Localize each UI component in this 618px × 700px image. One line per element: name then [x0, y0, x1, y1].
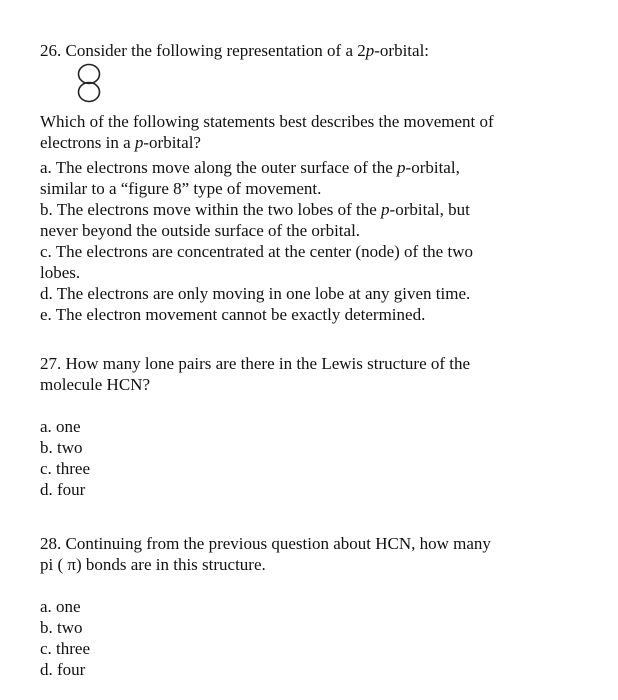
- question-28: [40, 533, 600, 680]
- question-26-title-suffix: -orbital:: [374, 41, 430, 60]
- choice-26-a: [40, 157, 600, 178]
- choice-28-a: a. one: [40, 597, 81, 616]
- question-26: [40, 40, 600, 325]
- choice-26-b-line-2: never beyond the outside surface of the orbital.: [40, 221, 361, 240]
- question-28-stem-line-1: 28. Continuing from the previous question about HCN, how many: [40, 534, 491, 553]
- choice-26-b-suffix: -orbital, but: [389, 200, 470, 219]
- choice-28-d: d. four: [40, 660, 86, 679]
- question-26-choices: [40, 157, 600, 325]
- question-26-number: 26.: [40, 41, 62, 60]
- question-27-stem-line-2: molecule HCN?: [40, 375, 150, 394]
- question-26-stem-line-2-suffix: -orbital?: [143, 133, 201, 152]
- p-orbital-figure-8-icon: [74, 63, 104, 103]
- question-26-stem-line-1: Which of the following statements best describes the movement of: [40, 112, 494, 131]
- choice-28-c: c. three: [40, 639, 91, 658]
- choice-26-a-italic: p: [397, 158, 406, 177]
- choice-26-a-line-2: similar to a “figure 8” type of movement.: [40, 179, 322, 198]
- choice-26-d: d. The electrons are only moving in one lobe at any given time.: [40, 284, 471, 303]
- question-27: [40, 353, 600, 500]
- question-27-stem-line-1: 27. How many lone pairs are there in the Lewis structure of the: [40, 354, 471, 373]
- question-26-title: [40, 40, 600, 61]
- choice-26-c: c. The electrons are concentrated at the center (node) of the two: [40, 242, 473, 261]
- question-26-stem-line-2-italic: p: [134, 133, 144, 152]
- question-28-choices: [40, 596, 600, 680]
- choice-26-c-line-2: lobes.: [40, 263, 81, 282]
- question-26-title-text: Consider the following representation of a 2: [65, 41, 366, 60]
- choice-27-a: a. one: [40, 417, 81, 436]
- choice-26-b-italic: p: [381, 200, 390, 219]
- choice-27-c: c. three: [40, 459, 91, 478]
- choice-26-a-suffix: -orbital,: [405, 158, 460, 177]
- question-26-title-italic: p: [365, 41, 375, 60]
- question-26-stem-line-2: [40, 132, 600, 153]
- choice-26-b: [40, 199, 600, 220]
- question-26-stem-line-2-text: electrons in a: [40, 133, 135, 152]
- question-28-stem-line-2: pi ( π) bonds are in this structure.: [40, 555, 266, 574]
- choice-27-b: b. two: [40, 438, 83, 457]
- choice-27-d: d. four: [40, 480, 86, 499]
- choice-26-a-text: a. The electrons move along the outer surface of the: [40, 158, 398, 177]
- choice-26-e: e. The electron movement cannot be exactly determined.: [40, 305, 426, 324]
- choice-26-b-text: b. The electrons move within the two lobes of the: [40, 200, 382, 219]
- question-27-choices: [40, 416, 600, 500]
- question-26-stem: [40, 111, 600, 153]
- worksheet-page: [40, 40, 600, 680]
- choice-28-b: b. two: [40, 618, 83, 637]
